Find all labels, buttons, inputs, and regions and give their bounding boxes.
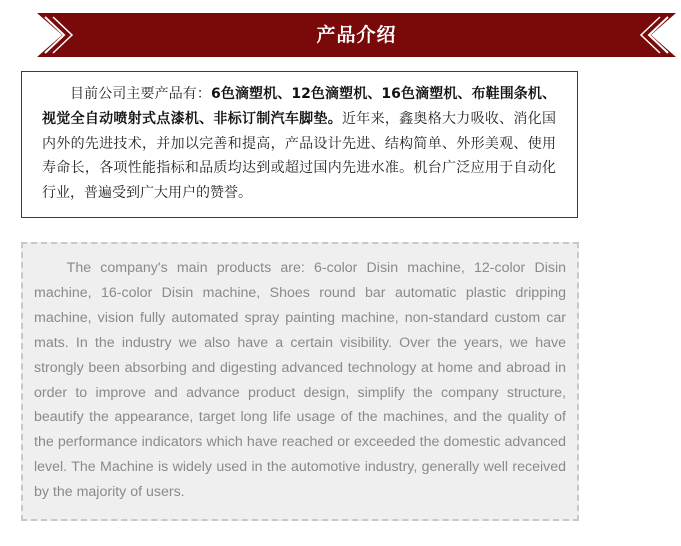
section-title-banner [37, 13, 676, 61]
intro-chinese-products: 6色滴塑机、12色滴塑机、16色滴塑机、布鞋围条机、视觉全自动喷射式点漆机、非标订制汽车脚垫。 [42, 86, 556, 127]
intro-english-paragraph: The company's main products are: 6-color Disin machine, 12-color Disin machine, 16-color Disin machine, Shoes round bar automatic plastic dripping machine, vision fully automated spray painting machine, non-standard custom car mats. In the industry we also have a certain visibility. Over the years, we have strongly been absorbing and digesting advanced technology at home and abroad in order to improve and advance product design, simplify the company structure, beautify the appearance, target long life usage of the machines, and the quality of the performance indicators which have reached or exceeded the domestic advanced level. The Machine is widely used in the automotive industry, generally well received by the majority of users. [34, 260, 566, 501]
intro-chinese-body: 近年来，鑫奥格大力吸收、消化国内外的先进技术，并加以完善和提高，产品设计先进、结构简单、外形美观、使用寿命长，各项性能指标和品质均达到或超过国内先进水准。机台广泛应用于自动化行业，普遍受到广大用户的赞誉。 [42, 110, 556, 202]
page-title: 产品介绍 [316, 24, 397, 46]
intro-chinese-box [21, 71, 578, 218]
intro-chinese-paragraph [42, 82, 556, 206]
intro-english-box [21, 242, 579, 521]
intro-chinese-lead: 目前公司主要产品有： [70, 86, 211, 102]
